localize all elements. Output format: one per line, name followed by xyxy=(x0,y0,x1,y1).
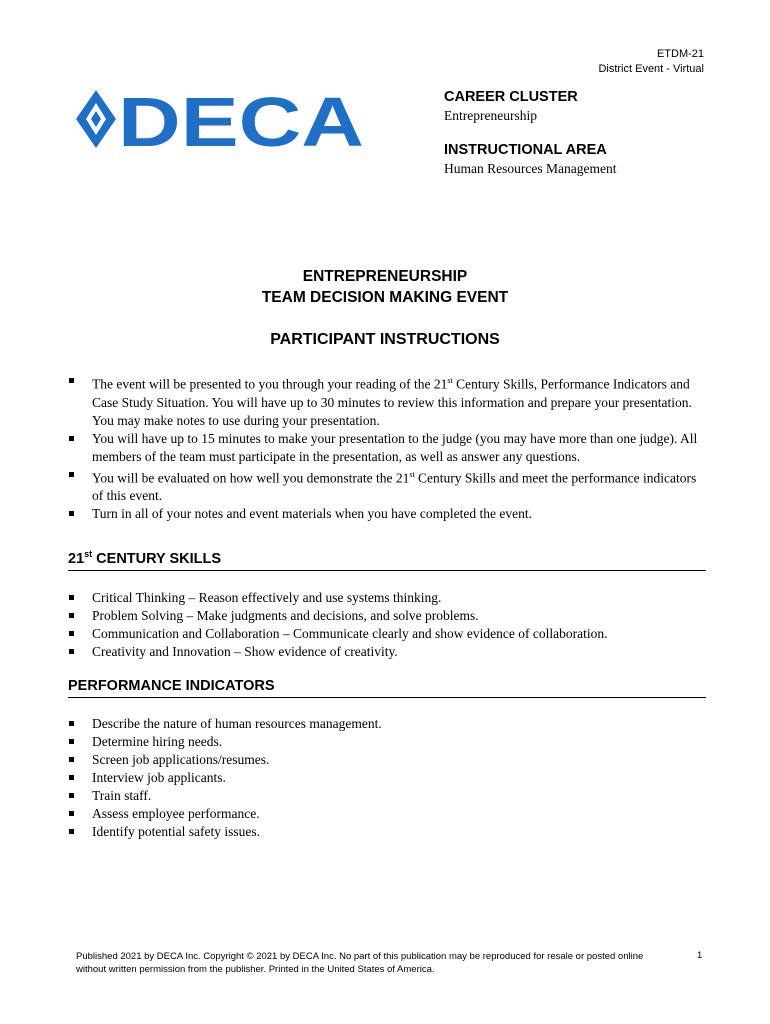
item-text: Century Skills and meet the performance indicators of this event. xyxy=(92,470,697,503)
participant-instructions-heading: PARTICIPANT INSTRUCTIONS xyxy=(270,331,500,348)
event-title-line1: ENTREPRENEURSHIP xyxy=(302,268,468,285)
list-item: Screen job applications/resumes. xyxy=(68,751,708,769)
superscript: st xyxy=(447,376,453,385)
instructions-list xyxy=(68,372,708,523)
logo-wordmark: DECA xyxy=(118,88,364,150)
list-item xyxy=(68,505,708,523)
list-item: Critical Thinking – Reason effectively and use systems thinking. xyxy=(68,589,708,607)
performance-indicators-heading: PERFORMANCE INDICATORS xyxy=(68,678,706,698)
event-code: ETDM-21 xyxy=(656,48,704,60)
page-number: 1 xyxy=(697,950,703,961)
list-item: Problem Solving – Make judgments and decisions, and solve problems. xyxy=(68,607,708,625)
item-text: You will have up to 15 minutes to make your presentation to the judge (you may have more than one judge). All members of the team must participate in the presentation, as well as answer any questions. xyxy=(92,430,698,464)
list-item xyxy=(68,466,708,506)
list-item xyxy=(68,430,708,466)
document-code-block xyxy=(598,47,704,77)
list-item: Determine hiring needs. xyxy=(68,733,708,751)
instructional-area-value: Human Resources Management xyxy=(444,161,617,176)
item-text: Century Skills, Performance Indicators and Case Study Situation. You will have up to 30 minutes to review this information and prepare your presentation. You may make notes to use during your presentation. xyxy=(92,376,692,428)
list-item: Interview job applicants. xyxy=(68,769,708,787)
performance-indicators-list xyxy=(68,715,708,841)
list-item: Identify potential safety issues. xyxy=(68,823,708,841)
list-item xyxy=(68,372,708,430)
heading-text: 21 xyxy=(68,550,85,567)
career-cluster-heading: CAREER CLUSTER xyxy=(444,89,578,105)
list-item: Train staff. xyxy=(68,787,708,805)
list-item: Describe the nature of human resources management. xyxy=(68,715,708,733)
item-text: Turn in all of your notes and event materials when you have completed the event. xyxy=(92,506,533,521)
list-item: Assess employee performance. xyxy=(68,805,708,823)
list-item: Creativity and Innovation – Show evidence of creativity. xyxy=(68,643,708,661)
diamond-mark-icon xyxy=(76,90,116,148)
event-title-line2: TEAM DECISION MAKING EVENT xyxy=(261,289,509,306)
copyright-footer: Published 2021 by DECA Inc. Copyright © 2021 by DECA Inc. No part of this publication may be reproduced for resale or posted online without written permission from the publisher. Printed in the United States of America. xyxy=(76,951,644,975)
deca-logo xyxy=(76,88,368,150)
superscript: st xyxy=(409,469,415,479)
heading-text: CENTURY SKILLS xyxy=(92,550,222,567)
instructional-area-heading: INSTRUCTIONAL AREA xyxy=(444,142,607,158)
item-text: You will be evaluated on how well you demonstrate the 21 xyxy=(92,470,410,485)
item-text: The event will be presented to you through your reading of the 21 xyxy=(92,376,448,392)
event-type: District Event - Virtual xyxy=(598,63,704,75)
superscript: st xyxy=(84,549,93,559)
list-item: Communication and Collaboration – Communicate clearly and show evidence of collaboration. xyxy=(68,625,708,643)
career-cluster-value: Entrepreneurship xyxy=(444,108,537,123)
century-skills-list xyxy=(68,589,708,661)
century-skills-heading xyxy=(68,549,706,571)
